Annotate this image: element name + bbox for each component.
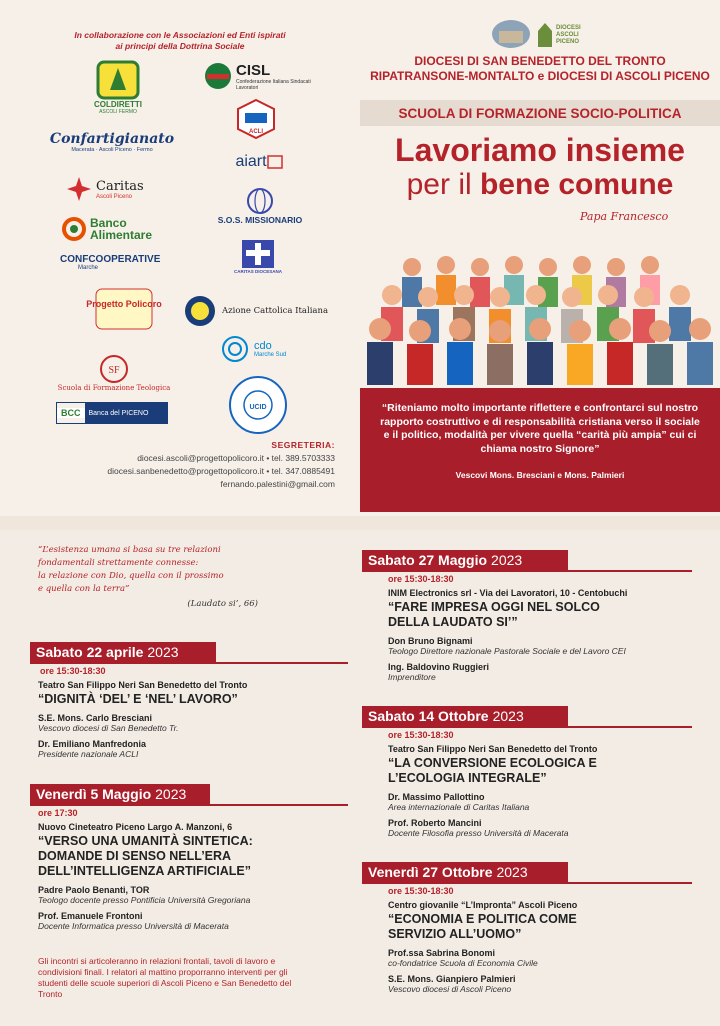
side-quote-source: (Laudato si’, 66) <box>187 599 258 609</box>
footnote: Gli incontri si articoleranno in relazioni frontali, tavoli di lavoro e condivisioni finali. I relatori al mattino proporranno interventi per gli studenti delle scuole superiori di Ascoli Piceno e San Benedetto del Tronto <box>38 956 292 999</box>
side-quote-line-4: e quella con la terra” <box>38 584 130 594</box>
event-title: “ECONOMIA E POLITICA COME SERVIZIO ALL’UOMO” <box>388 912 577 941</box>
cathedral-icon <box>491 19 531 49</box>
divider <box>0 516 720 530</box>
event-date <box>30 784 210 804</box>
bcc-sub: Banca del PICENO <box>85 403 168 423</box>
cisl-sub: Confederazione Italiana Sindacati Lavoratori <box>236 78 311 91</box>
quote-text: “Riteniamo molto importante riflettere e confrontarci sul nostro rapporto costruttivo e di responsabilità cristiana verso il sociale e il politico, modalità per vivere quella “carità più ampia” cui ci chiama nostro Signore” <box>380 402 700 455</box>
confartigianato-label: Confartigianato <box>49 131 175 147</box>
speaker-name: S.E. Mons. Gianpiero Palmieri <box>388 974 516 984</box>
event-card <box>362 706 692 838</box>
event-title: “FARE IMPRESA OGGI NEL SOLCO DELLA LAUDATO SI’” <box>388 600 600 629</box>
event-date <box>362 706 568 726</box>
event-date-text: Venerdì 5 Maggio <box>36 786 152 802</box>
confartigianato-sub: Macerata · Ascoli Piceno · Fermo <box>71 147 153 153</box>
caritas-logo <box>66 174 166 204</box>
headline-bold: bene comune <box>479 168 674 201</box>
event-rule <box>30 662 348 664</box>
progetto-policoro-logo <box>86 286 162 332</box>
globe-icon <box>245 187 275 215</box>
speaker <box>388 792 692 812</box>
event-body <box>30 666 348 759</box>
side-quote-line-2: fondamentali strettamente connesse: <box>38 558 199 568</box>
diocese-line-1: DIOCESI DI SAN BENEDETTO DEL TRONTO <box>414 54 666 68</box>
ucid-seal-icon <box>228 375 288 435</box>
aiart-logo <box>224 150 294 174</box>
event-place: Teatro San Filippo Neri San Benedetto del Tronto <box>38 680 248 690</box>
azione-label: Azione Cattolica Italiana <box>222 306 329 316</box>
cisl-logo <box>204 58 314 94</box>
speaker-role: Teologo Direttore nazionale Pastorale Sociale e del Lavoro CEI <box>388 646 626 656</box>
speaker-role: Docente Filosofia presso Università di Macerata <box>388 828 569 838</box>
event-date-text: Sabato 27 Maggio <box>368 552 488 568</box>
collaboration-note: In collaborazione con le Associazioni ed Enti ispirati ai principi della Dottrina Sociale <box>74 30 286 51</box>
speaker <box>388 818 692 838</box>
speaker-name: S.E. Mons. Carlo Bresciani <box>38 713 153 723</box>
event-place: Centro giovanile “L’Impronta” Ascoli Piceno <box>388 900 578 910</box>
event-time: ore 17:30 <box>38 808 78 818</box>
secretariat-label: SEGRETERIA: <box>271 440 335 450</box>
speaker <box>38 713 348 733</box>
crowd-illustration <box>362 255 718 385</box>
event-time: ore 15:30-18:30 <box>388 730 454 740</box>
mitre-icon <box>536 21 554 49</box>
confartigianato-logo <box>49 122 175 162</box>
event-time: ore 15:30-18:30 <box>40 666 106 676</box>
event-rule <box>30 804 348 806</box>
confcoop-label: CONFCOOPERATIVE <box>60 253 161 265</box>
quote-author: Vescovi Mons. Bresciani e Mons. Palmieri <box>455 470 625 480</box>
event-card <box>362 862 692 994</box>
banco-icon <box>62 217 86 241</box>
event-year: 2023 <box>492 708 524 724</box>
speaker-name: Prof. Emanuele Frontoni <box>38 911 143 921</box>
event-year: 2023 <box>496 864 528 880</box>
speaker <box>388 974 692 994</box>
aiart-frame-icon <box>267 155 283 169</box>
speaker-role: Docente Informatica presso Università di Macerata <box>38 921 229 931</box>
event-title: “DIGNITÀ ‘DEL’ E ‘NEL’ LAVORO” <box>38 692 238 706</box>
diocese-ascoli-label: DIOCESI ASCOLI PICENO <box>556 24 581 45</box>
banco-alimentare-logo <box>62 214 172 244</box>
cdo-sub: Marche Sud <box>254 352 287 358</box>
event-time: ore 15:30-18:30 <box>388 886 454 896</box>
speaker-name: Ing. Baldovino Ruggieri <box>388 662 489 672</box>
svg-text:SF: SF <box>108 365 120 376</box>
speaker-role: Vescovo diocesi di Ascoli Piceno <box>388 984 512 994</box>
contact-line-1[interactable]: diocesi.ascoli@progettopolicoro.it • tel. 389.5703333 <box>137 453 335 463</box>
event-body <box>362 574 692 682</box>
sft-logo <box>56 352 172 394</box>
event-date-text: Sabato 14 Ottobre <box>368 708 489 724</box>
event-place: INIM Electronics srl - Via dei Lavoratori, 10 - Centobuchi <box>388 588 628 598</box>
azione-cattolica-logo <box>184 296 334 326</box>
caritas-cross-icon <box>66 176 92 202</box>
event-date-text: Venerdì 27 Ottobre <box>368 864 493 880</box>
event-card <box>30 784 348 931</box>
event-date <box>30 642 216 662</box>
cisl-icon <box>204 62 232 90</box>
cisl-label: CISL <box>236 61 271 79</box>
event-title: “VERSO UNA UMANITÀ SINTETICA: DOMANDE DI SENSO NELL’ERA DELL’INTELLIGENZA ARTIFICIALE” <box>38 834 253 878</box>
speaker-name: Don Bruno Bignami <box>388 636 473 646</box>
speaker-name: Padre Paolo Benanti, TOR <box>38 885 150 895</box>
speaker-role: Teologo docente presso Pontificia Università Gregoriana <box>38 895 251 905</box>
sos-missionario-logo <box>212 184 308 228</box>
speaker <box>38 885 348 905</box>
event-rule <box>362 882 692 884</box>
side-quote-line-3: la relazione con Dio, quella con il prossimo <box>38 571 224 581</box>
speaker-role: co-fondatrice Scuola di Economia Civile <box>388 958 538 968</box>
coldiretti-logo <box>88 56 148 118</box>
sos-label: S.O.S. MISSIONARIO <box>217 215 303 225</box>
event-date <box>362 550 568 570</box>
bcc-logo <box>56 402 168 424</box>
speaker <box>388 948 692 968</box>
caritas-diocesana-icon <box>241 239 275 269</box>
bcc-label: BCC <box>57 408 85 418</box>
sft-label: Scuola di Formazione Teologica <box>57 384 171 392</box>
side-quote-line-1: “L’esistenza umana si basa su tre relazioni <box>38 545 221 555</box>
banco-label: Banco Alimentare <box>90 216 153 242</box>
event-place: Nuovo Cineteatro Piceno Largo A. Manzoni, 6 <box>38 822 233 832</box>
event-card <box>30 642 348 759</box>
headline-line-1: Lavoriamo insieme <box>395 132 685 168</box>
speaker <box>38 911 348 931</box>
acli-text: ACLI <box>249 129 263 135</box>
event-date-text: Sabato 22 aprile <box>36 644 144 660</box>
coldiretti-label: COLDIRETTI <box>94 99 142 109</box>
caritas-diocesana-logo <box>234 234 282 278</box>
speaker-role: Presidente nazionale ACLI <box>38 749 139 759</box>
event-year: 2023 <box>491 552 523 568</box>
speaker-role: Imprenditore <box>388 672 436 682</box>
confcoop-sub: Marche <box>78 264 99 271</box>
headline-pre: per il <box>406 168 480 201</box>
contact-line-3[interactable]: fernando.palestini@gmail.com <box>220 479 335 489</box>
confcooperative-logo <box>60 250 170 274</box>
caritas-sub: Ascoli Piceno <box>96 193 133 200</box>
speaker <box>388 662 692 682</box>
speaker-name: Dr. Emiliano Manfredonia <box>38 739 147 749</box>
event-time: ore 15:30-18:30 <box>388 574 454 584</box>
azione-cattolica-icon <box>184 295 216 327</box>
bishops-quote <box>360 388 720 512</box>
event-title: “LA CONVERSIONE ECOLOGICA E L’ECOLOGIA INTEGRALE” <box>388 756 597 785</box>
school-title: SCUOLA DI FORMAZIONE SOCIO-POLITICA <box>360 100 720 126</box>
laudato-si-quote <box>38 544 258 611</box>
secretariat-contacts <box>60 452 335 491</box>
event-date <box>362 862 568 882</box>
signature: Papa Francesco <box>580 210 669 223</box>
caritas-diocesana-label: CARITAS DIOCESANA <box>234 268 282 274</box>
speaker-name: Prof. Roberto Mancini <box>388 818 482 828</box>
event-place: Teatro San Filippo Neri San Benedetto del Tronto <box>388 744 598 754</box>
coldiretti-icon <box>96 60 140 100</box>
aiart-label: aiart <box>235 153 267 170</box>
event-rule <box>362 570 692 572</box>
speaker-name: Prof.ssa Sabrina Bonomi <box>388 948 496 958</box>
coldiretti-sub: ASCOLI FERMO <box>99 108 137 115</box>
crowd-front-row <box>367 318 713 385</box>
main-headline <box>360 132 720 202</box>
speaker-role: Area internazionale di Caritas Italiana <box>388 802 530 812</box>
speaker-role: Vescovo diocesi di San Benedetto Tr. <box>38 723 179 733</box>
speaker-name: Dr. Massimo Pallottino <box>388 792 485 802</box>
caritas-label: Caritas <box>96 178 144 194</box>
speaker <box>38 739 348 759</box>
cdo-swirl-icon <box>220 334 250 364</box>
diocese-heading <box>360 54 720 84</box>
event-body <box>362 730 692 838</box>
diocese-line-2: RIPATRANSONE-MONTALTO e DIOCESI DI ASCOLI PICENO <box>370 69 710 83</box>
svg-text:UCID: UCID <box>249 404 267 411</box>
contact-line-2[interactable]: diocesi.sanbenedetto@progettopolicoro.it • tel. 347.0885491 <box>107 466 335 476</box>
event-rule <box>362 726 692 728</box>
headline-line-2 <box>360 168 720 202</box>
acli-logo <box>236 98 276 140</box>
event-year: 2023 <box>155 786 187 802</box>
ucid-logo <box>226 374 290 436</box>
acli-icon <box>237 99 275 139</box>
cdo-label: cdo <box>254 340 272 352</box>
event-card <box>362 550 692 682</box>
event-body <box>30 808 348 931</box>
event-body <box>362 886 692 994</box>
policoro-text: Progetto Policoro <box>86 299 162 309</box>
cathedral-logo <box>490 18 532 50</box>
diocese-ascoli-logo <box>536 20 596 50</box>
policoro-icon <box>86 287 162 331</box>
cdo-logo <box>220 332 320 366</box>
speaker <box>388 636 692 656</box>
sft-icon <box>99 354 129 384</box>
event-year: 2023 <box>147 644 179 660</box>
